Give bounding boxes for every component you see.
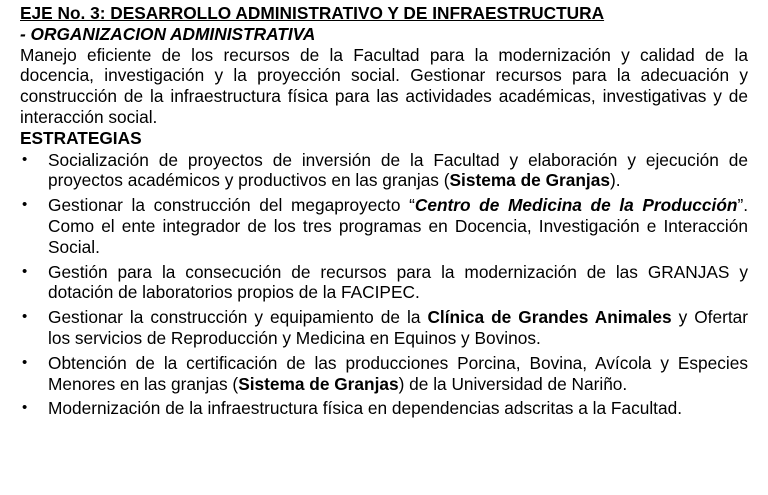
bullet-icon: • [22, 353, 28, 371]
bullet-icon: • [22, 308, 28, 326]
bullet-icon: • [22, 150, 28, 168]
item-text: Modernización de la infraestructura física en dependencias adscritas a la Facultad. [48, 398, 682, 419]
list-item [20, 398, 748, 419]
item-text: Obtención de la certificación de las producciones Porcina, Bovina, Avícola y Especies Menores en las granjas ( [48, 352, 748, 394]
list-item [20, 150, 748, 192]
list-item [20, 353, 748, 395]
list-item [20, 195, 748, 257]
item-text: ) de la Universidad de Nariño. [398, 373, 628, 394]
item-bold-text: Sistema de Granjas [449, 170, 610, 191]
bullet-icon: • [22, 196, 28, 214]
item-text: y Ofertar los servicios de Reproducción y Medicina en Equinos y Bovinos. [48, 307, 749, 348]
item-bold-italic-text: Centro de Medicina de la Producción [414, 195, 738, 216]
bullet-icon: • [22, 262, 28, 280]
item-text: Gestionar la construcción del megaproyecto “ [48, 195, 415, 216]
list-item [20, 307, 748, 349]
item-text: Socialización de proyectos de inversión de la Facultad y elaboración y ejecución de proyectos académicos y productivos en las granjas ( [48, 149, 748, 191]
item-text: ”. Como el ente integrador de los tres programas en Docencia, Investigación e Interacción Social. [48, 195, 748, 257]
sub-heading: - ORGANIZACION ADMINISTRATIVA [20, 23, 316, 44]
item-text: Gestión para la consecución de recursos para la modernización de las GRANJAS y dotación de laboratorios propios de la FACIPEC. [48, 261, 748, 303]
item-bold-text: Clínica de Grandes Animales [427, 307, 672, 328]
bullet-icon: • [22, 399, 28, 417]
intro-paragraph: Manejo eficiente de los recursos de la Facultad para la modernización y calidad de la docencia, investigación y la proyección social. Gestionar recursos para la adecuación y construcción de la infraestructura física para las actividades académicas, investigativas y de interacción social. [20, 44, 748, 127]
strategies-title: ESTRATEGIAS [20, 127, 142, 148]
item-text: Gestionar la construcción y equipamiento de la [48, 307, 428, 328]
item-bold-text: Sistema de Granjas [238, 373, 399, 394]
item-text: ). [609, 170, 621, 191]
section-heading: EJE No. 3: DESARROLLO ADMINISTRATIVO Y DE INFRAESTRUCTURA [20, 3, 605, 23]
list-item [20, 262, 748, 304]
strategies-list [20, 150, 748, 420]
